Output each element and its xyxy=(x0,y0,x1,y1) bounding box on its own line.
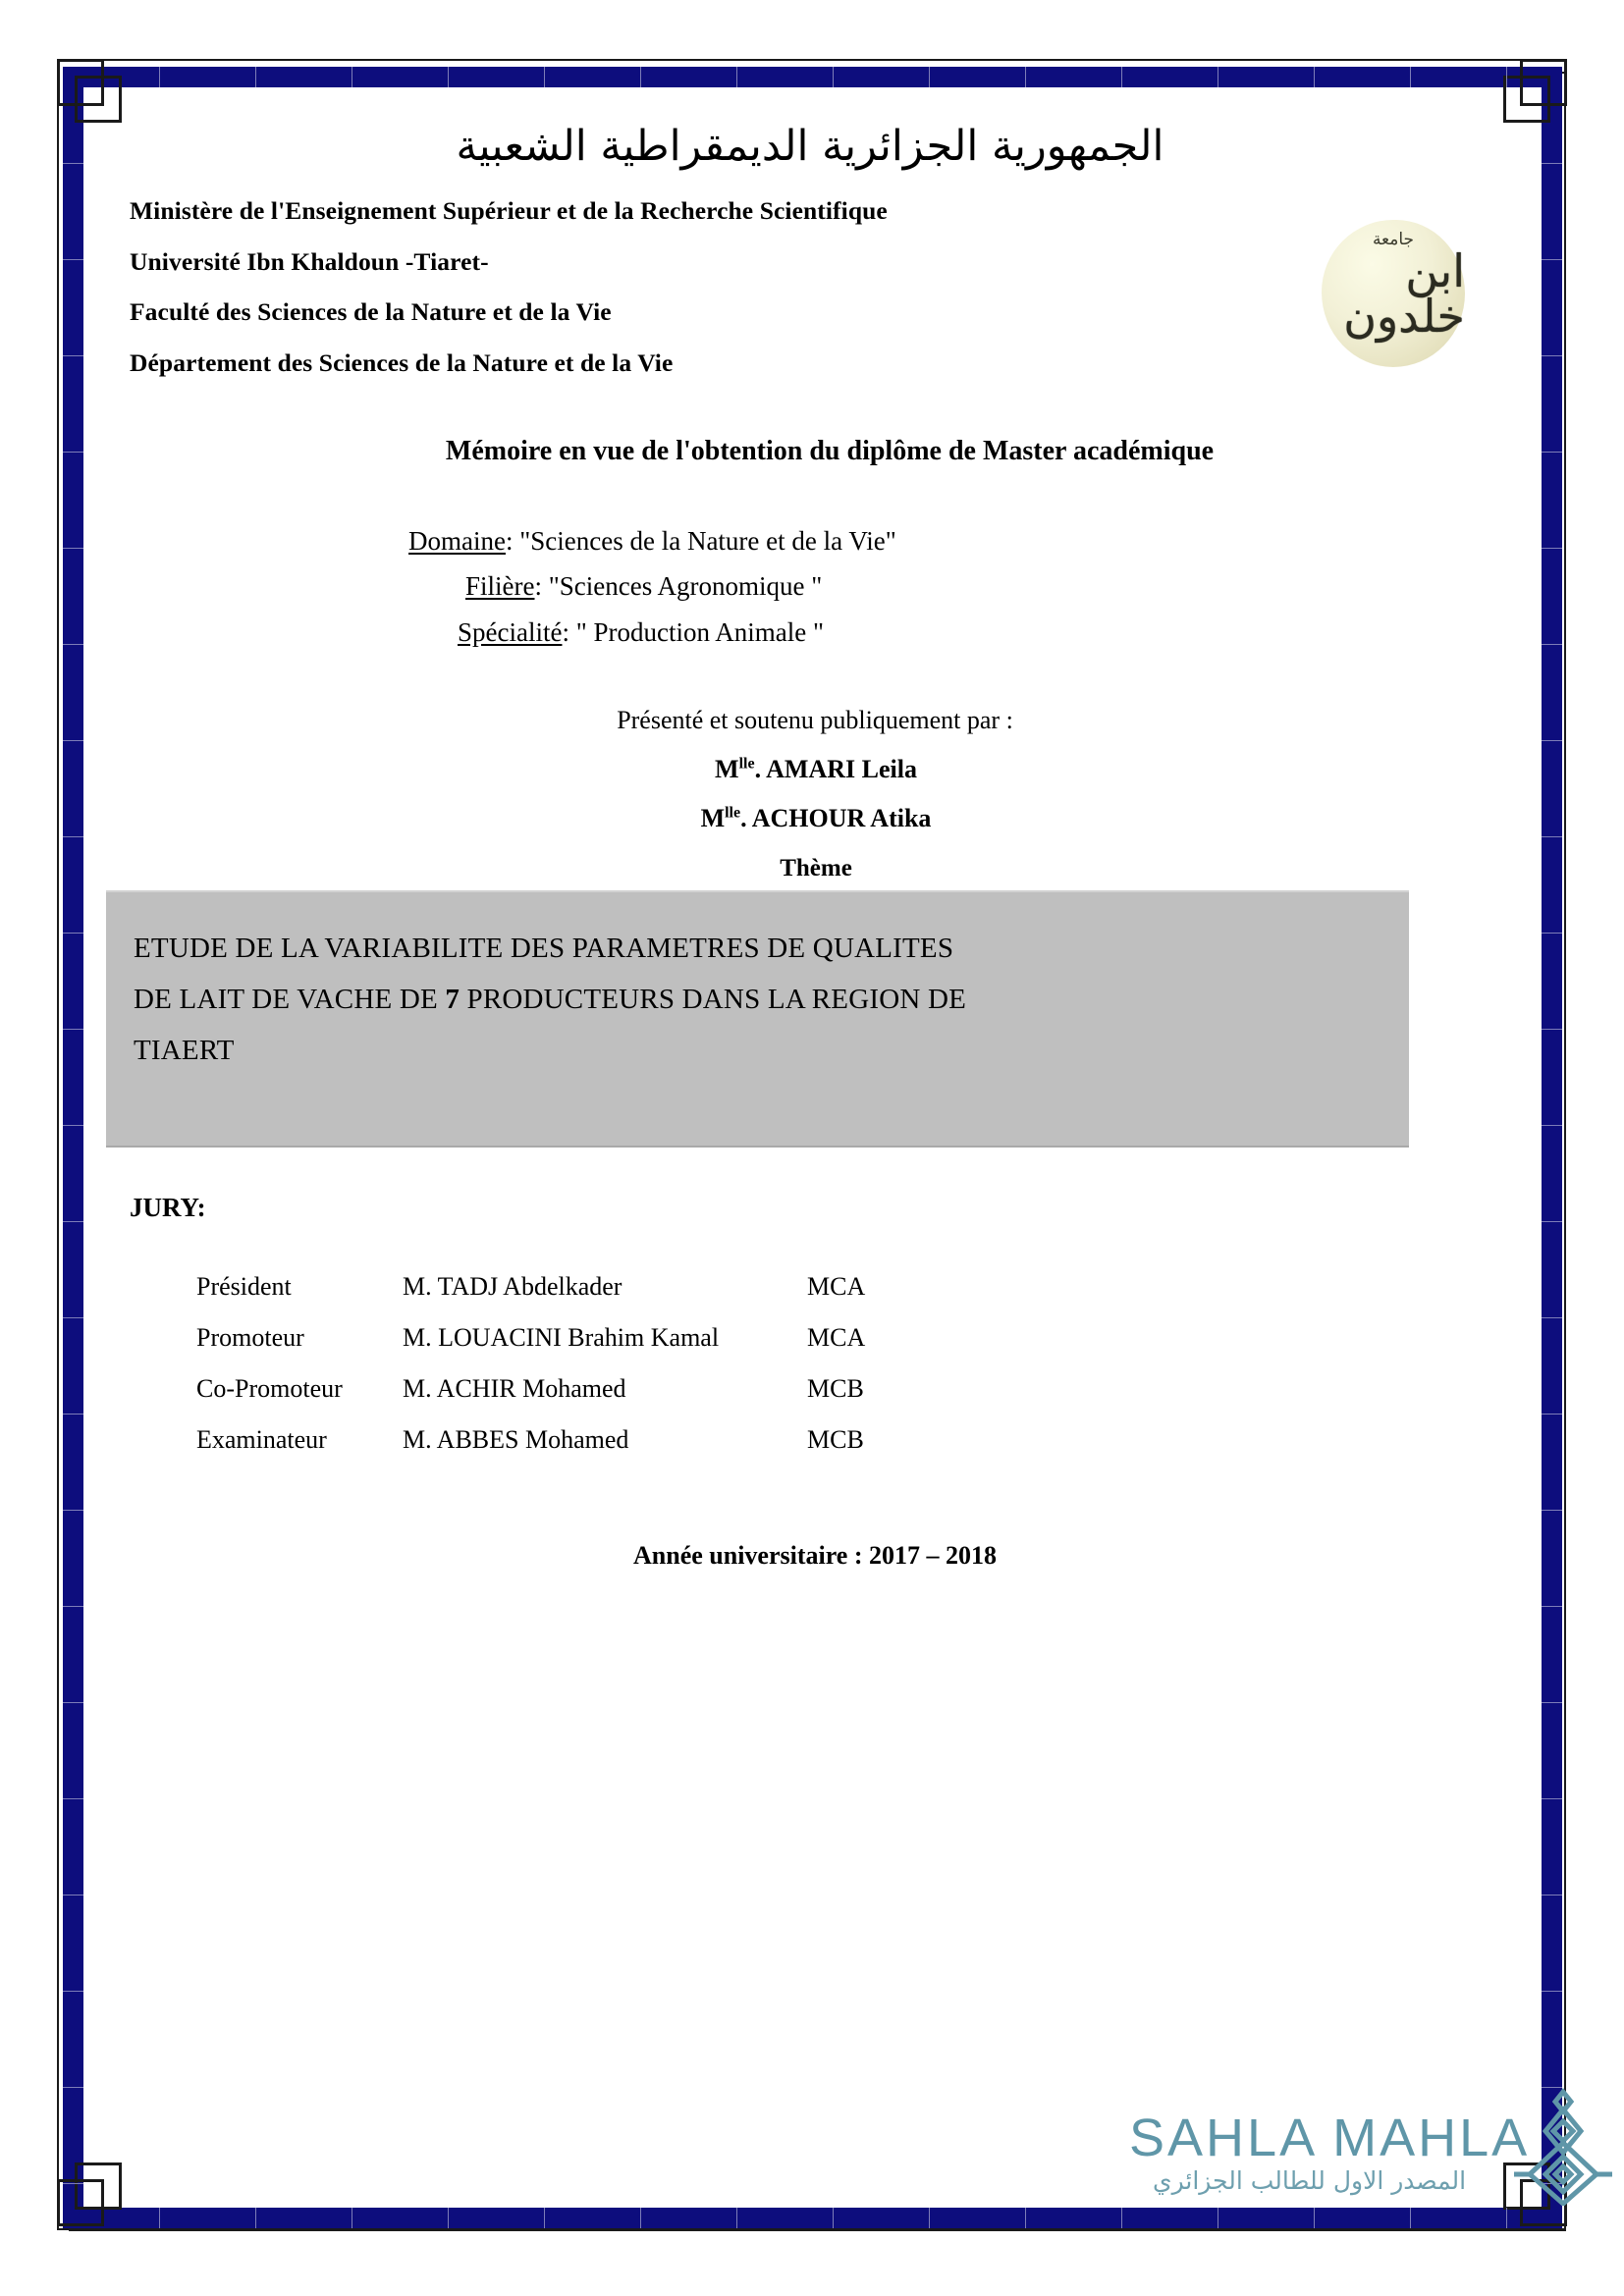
border-segment-tick xyxy=(929,67,930,87)
border-segment-tick xyxy=(159,2208,160,2228)
author-1-punct: . xyxy=(754,755,767,784)
corner-square-bottom-right-a xyxy=(1520,2179,1567,2226)
border-segment-tick xyxy=(1542,1510,1562,1511)
border-segment-tick xyxy=(1542,1606,1562,1607)
theme-line-2 xyxy=(134,975,1381,1026)
institution-block xyxy=(108,198,1512,375)
border-segment-tick xyxy=(63,1702,83,1703)
border-segment-tick xyxy=(1506,67,1507,87)
border-segment-tick xyxy=(63,1317,83,1318)
border-segment-tick xyxy=(1410,67,1411,87)
author-2-name: ACHOUR Atika xyxy=(751,804,932,833)
border-segment-tick xyxy=(63,452,83,453)
jury-name-4: M. ABBES Mohamed xyxy=(403,1425,629,1455)
jury-heading: JURY: xyxy=(130,1193,206,1223)
theme-title-box xyxy=(106,890,1409,1148)
theme-line-3: TIAERT xyxy=(134,1034,235,1066)
border-segment-tick xyxy=(1542,1029,1562,1030)
field-filiere-sep: : xyxy=(534,571,549,602)
border-segment-tick xyxy=(63,1510,83,1511)
author-1-name: AMARI Leila xyxy=(766,755,917,784)
border-segment-tick xyxy=(448,67,449,87)
author-1 xyxy=(108,755,1512,784)
border-segment-tick xyxy=(1542,548,1562,549)
theme-line-2-before: DE LAIT DE VACHE DE xyxy=(134,983,446,1015)
field-domaine-label: Domaine xyxy=(408,526,506,557)
field-specialite xyxy=(458,610,1512,655)
border-segment-tick xyxy=(1542,1317,1562,1318)
border-segment-tick xyxy=(544,67,545,87)
border-segment-tick xyxy=(159,67,160,87)
border-segment-tick xyxy=(63,355,83,356)
border-segment-tick xyxy=(63,1125,83,1126)
border-segment-tick xyxy=(1542,2087,1562,2088)
corner-square-top-left-a xyxy=(57,59,104,106)
field-specialite-label: Spécialité xyxy=(458,616,563,647)
jury-role-4: Examinateur xyxy=(196,1425,327,1455)
border-segment-tick xyxy=(1314,67,1315,87)
border-segment-tick xyxy=(1542,1221,1562,1222)
watermark-tagline-arabic: المصدر الاول للطالب الجزائري xyxy=(1153,2166,1467,2195)
field-filiere-label: Filière xyxy=(465,571,535,602)
jury-role-2: Promoteur xyxy=(196,1323,304,1353)
author-2-punct: . xyxy=(740,804,752,833)
corner-square-top-right-a xyxy=(1520,59,1567,106)
author-1-honorific: M xyxy=(715,755,739,784)
border-segment-tick xyxy=(1506,2208,1507,2228)
watermark-brand-text: SAHLA MAHLA xyxy=(1129,2109,1531,2167)
border-segment-tick xyxy=(63,259,83,260)
border-segment-tick xyxy=(833,2208,834,2228)
border-segment-tick xyxy=(63,1895,83,1896)
diamond-ornament-icon xyxy=(1510,2088,1616,2206)
border-segment-tick xyxy=(63,2183,83,2184)
border-segment-tick xyxy=(1542,1895,1562,1896)
table-row xyxy=(196,1374,925,1425)
border-segment-tick xyxy=(1542,355,1562,356)
border-segment-tick xyxy=(833,67,834,87)
border-segment-tick xyxy=(63,836,83,837)
corner-square-top-right-b xyxy=(1503,76,1550,123)
jury-role-1: Président xyxy=(196,1272,292,1302)
border-segment-tick xyxy=(63,548,83,549)
border-segment-tick xyxy=(63,740,83,741)
border-segment-tick xyxy=(63,1029,83,1030)
theme-line-1: ETUDE DE LA VARIABILITE DES PARAMETRES DE QUALITES xyxy=(134,933,954,965)
border-segment-tick xyxy=(1410,2208,1411,2228)
program-fields-block xyxy=(108,518,1512,655)
degree-statement: Mémoire en vue de l'obtention du diplôme de Master académique xyxy=(445,436,1215,467)
border-segment-tick xyxy=(1542,259,1562,260)
academic-year: Année universitaire : 2017 – 2018 xyxy=(633,1541,997,1571)
table-row xyxy=(196,1425,925,1476)
border-segment-tick xyxy=(1542,1798,1562,1799)
jury-grade-1: MCA xyxy=(807,1272,866,1302)
border-segment-tick xyxy=(448,2208,449,2228)
jury-grade-3: MCB xyxy=(807,1374,864,1404)
border-segment-tick xyxy=(1314,2208,1315,2228)
jury-name-3: M. ACHIR Mohamed xyxy=(403,1374,626,1404)
border-bar-right xyxy=(1542,67,1562,2228)
border-segment-tick xyxy=(1542,163,1562,164)
border-segment-tick xyxy=(1025,67,1026,87)
border-segment-tick xyxy=(1542,1414,1562,1415)
border-segment-tick xyxy=(63,1798,83,1799)
border-segment-tick xyxy=(1542,933,1562,934)
border-segment-tick xyxy=(640,2208,641,2228)
border-segment-tick xyxy=(736,67,737,87)
institution-line-faculty: Faculté des Sciences de la Nature et de la Vie xyxy=(130,297,612,327)
field-domaine-value: "Sciences de la Nature et de la Vie" xyxy=(519,526,896,557)
field-domaine xyxy=(408,518,1512,563)
border-segment-tick xyxy=(63,933,83,934)
border-segment-tick xyxy=(1121,2208,1122,2228)
border-segment-tick xyxy=(736,2208,737,2228)
border-segment-tick xyxy=(63,644,83,645)
jury-role-3: Co-Promoteur xyxy=(196,1374,343,1404)
cover-page-content xyxy=(108,118,1512,2160)
border-segment-tick xyxy=(63,1606,83,1607)
border-bar-top xyxy=(63,67,1562,87)
border-segment-tick xyxy=(929,2208,930,2228)
institution-line-ministry: Ministère de l'Enseignement Supérieur et de la Recherche Scientifique xyxy=(130,196,888,226)
theme-producer-count: 7 xyxy=(445,983,460,1015)
border-segment-tick xyxy=(63,163,83,164)
table-row xyxy=(196,1272,925,1323)
theme-line-2-after: PRODUCTEURS DANS LA REGION DE xyxy=(460,983,967,1015)
jury-name-1: M. TADJ Abdelkader xyxy=(403,1272,623,1302)
arabic-republic-header: الجمهورية الجزائرية الديمقراطية الشعبية xyxy=(456,122,1164,171)
border-bar-bottom xyxy=(63,2208,1562,2228)
field-filiere-value: "Sciences Agronomique " xyxy=(548,571,823,602)
university-seal-icon xyxy=(1322,220,1465,367)
border-segment-tick xyxy=(1542,1702,1562,1703)
institution-line-university: Université Ibn Khaldoun -Tiaret- xyxy=(130,246,489,276)
corner-square-bottom-left-a xyxy=(57,2179,104,2226)
field-filiere xyxy=(465,563,1512,609)
border-segment-tick xyxy=(1542,836,1562,837)
corner-square-top-left-b xyxy=(75,76,122,123)
table-row xyxy=(196,1323,925,1374)
field-specialite-sep: : xyxy=(562,616,576,647)
border-segment-tick xyxy=(255,2208,256,2228)
author-2-honorific-sup: lle xyxy=(725,804,741,822)
border-segment-tick xyxy=(1542,1125,1562,1126)
author-1-honorific-sup: lle xyxy=(738,755,755,773)
seal-arabic-top: جامعة xyxy=(1372,230,1415,249)
theme-label: Thème xyxy=(780,855,852,882)
border-segment-tick xyxy=(544,2208,545,2228)
border-segment-tick xyxy=(63,1221,83,1222)
border-segment-tick xyxy=(255,67,256,87)
corner-square-bottom-right-b xyxy=(1503,2163,1550,2210)
corner-square-bottom-left-b xyxy=(75,2163,122,2210)
border-segment-tick xyxy=(63,1414,83,1415)
border-segment-tick xyxy=(1542,740,1562,741)
seal-arabic-main: ابن خلدون xyxy=(1343,244,1465,343)
border-segment-tick xyxy=(1121,67,1122,87)
border-segment-tick xyxy=(63,1991,83,1992)
border-segment-tick xyxy=(1542,2183,1562,2184)
presented-by-label: Présenté et soutenu publiquement par : xyxy=(617,706,1013,735)
border-segment-tick xyxy=(1025,2208,1026,2228)
jury-grade-4: MCB xyxy=(807,1425,864,1455)
border-segment-tick xyxy=(1542,1991,1562,1992)
institution-line-department: Département des Sciences de la Nature et de la Vie xyxy=(130,347,674,377)
border-bar-left xyxy=(63,67,83,2228)
border-segment-tick xyxy=(1542,644,1562,645)
field-domaine-sep: : xyxy=(505,526,520,557)
jury-table xyxy=(196,1272,925,1476)
field-specialite-value: " Production Animale " xyxy=(575,616,825,647)
author-2 xyxy=(108,804,1512,833)
border-segment-tick xyxy=(63,2087,83,2088)
jury-name-2: M. LOUACINI Brahim Kamal xyxy=(403,1323,720,1353)
border-segment-tick xyxy=(640,67,641,87)
border-segment-tick xyxy=(1542,452,1562,453)
author-2-honorific: M xyxy=(700,804,726,833)
jury-grade-2: MCA xyxy=(807,1323,866,1353)
